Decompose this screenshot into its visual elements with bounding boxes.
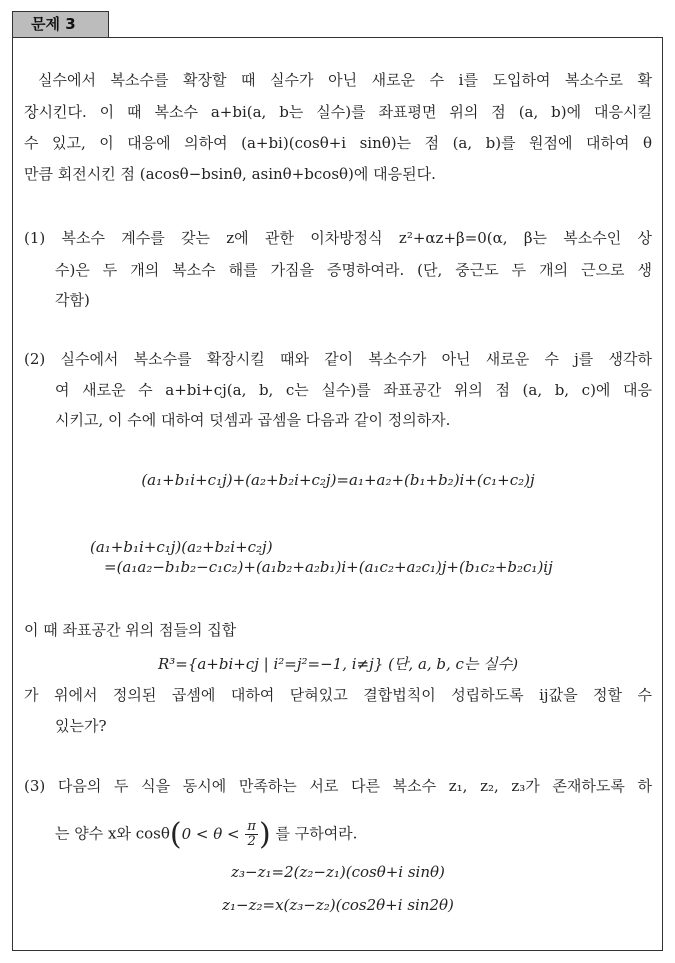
intro-line-4: 만큼 회전시킨 점 (acosθ−bsinθ, asinθ+bcosθ)에 대응된다. [24, 165, 436, 183]
part2-line-1: (2) 실수에서 복소수를 확장시킬 때와 같이 복소수가 아닌 새로운 수 j를 생각하 [24, 350, 652, 368]
theta-range-condition [169, 816, 271, 852]
part1-line-2: 수)은 두 개의 복소수 해를 가짐을 증명하여라. (단, 중근도 두 개의 근으로 생 [55, 261, 652, 279]
paren-open: ( [169, 816, 182, 852]
part3-line-2 [55, 816, 358, 852]
part3-equation-1: z₃−z₁=2(z₂−z₁)(cosθ+i sinθ) [231, 863, 445, 881]
part1-line-1: (1) 복소수 계수를 갖는 z에 관한 이차방정식 z²+αz+β=0(α, β는 복소수인 상 [24, 229, 652, 247]
part3-line-1: (3) 다음의 두 식을 동시에 만족하는 서로 다른 복소수 z₁, z₂, z₃가 존재하도록 하 [24, 777, 652, 795]
part3-equation-2: z₁−z₂=x(z₃−z₂)(cos2θ+i sin2θ) [222, 896, 454, 914]
pi-over-two-fraction [245, 820, 258, 849]
intro-line-3: 수 있고, 이 대응에 의하여 (a+bi)(cosθ+i sinθ)는 점 (a, b)를 원점에 대하여 θ [24, 134, 652, 152]
fraction-numerator: π [247, 819, 256, 834]
intro-line-2: 장시킨다. 이 때 복소수 a+bi(a, b는 실수)를 좌표평면 위의 점 (a, b)에 대응시킬 [24, 103, 652, 121]
question2-line-2: 있는가? [55, 717, 107, 735]
question2-line-1: 가 위에서 정의된 곱셈에 대하여 닫혀있고 결합법칙이 성립하도록 ij값을 정할 수 [24, 686, 652, 704]
theta-inequality: 0 < θ < [181, 824, 240, 843]
set-intro-text: 이 때 좌표공간 위의 점들의 집합 [24, 621, 237, 639]
multiplication-equation-lhs: (a₁+b₁i+c₁j)(a₂+b₂i+c₂j) [90, 538, 273, 556]
addition-equation: (a₁+b₁i+c₁j)+(a₂+b₂i+c₂j)=a₁+a₂+(b₁+b₂)i+(c₁+c₂)j [141, 471, 535, 489]
part1-line-3: 각함) [55, 291, 90, 309]
set-definition: R³={a+bi+cj | i²=j²=−1, i≠j} (단, a, b, c는 실수) [157, 655, 519, 673]
part2-line-2: 여 새로운 수 a+bi+cj(a, b, c는 실수)를 좌표공간 위의 점 (a, b, c)에 대응 [55, 381, 652, 399]
fraction-denominator: 2 [247, 834, 256, 849]
part2-line-3: 시키고, 이 수에 대하여 덧셈과 곱셈을 다음과 같이 정의하자. [55, 411, 451, 429]
part3-line-2-text: 는 양수 x와 cosθ [55, 824, 170, 843]
problem-title: 문제 3 [12, 11, 109, 38]
part3-line-3-text: 를 구하여라. [275, 824, 358, 843]
multiplication-equation-rhs: =(a₁a₂−b₁b₂−c₁c₂)+(a₁b₂+a₂b₁)i+(a₁c₂+a₂c₁)j+(b₁c₂+b₂c₁)ij [104, 558, 553, 576]
intro-line-1: 실수에서 복소수를 확장할 때 실수가 아닌 새로운 수 i를 도입하여 복소수로 확 [38, 71, 652, 89]
paren-close: ) [258, 816, 271, 852]
